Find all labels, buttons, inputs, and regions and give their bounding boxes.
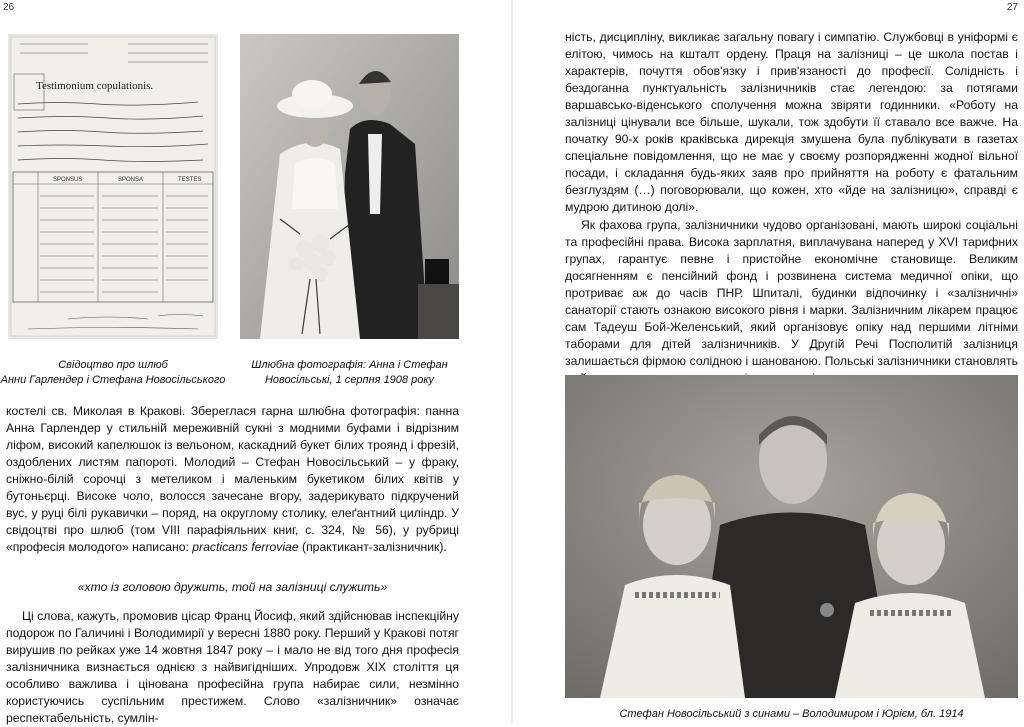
certificate-title: Testimonium copulationis. bbox=[36, 80, 154, 92]
left-paragraph-1 bbox=[6, 403, 459, 556]
right-paragraph-2: Як фахова група, залізничники чудово організовані, мають широкі соціальні та професійні права. Висока зарплатня, виплачувана наперед у XVI тарифних групах, гарантує певне і пристойне економічне становище. Великим досягненням є пенсійний фонд і розвинена система медичної опіки, що протриває аж до часів ПНР. Шпиталі, будинки відпочинку і «залізничні» санаторії стають ознакою високого рівня і марки. Залізничним лікарем працює сам Тадеуш Бой-Желенський, який організовує опіку над першими літніми таборами для дітей залізничників. У Другій Речі Посполитій залізниця залишається фірмою солідною і шанованою. Польські залізничники становлять bbox=[565, 217, 1018, 368]
wedding-caption-line-1: Шлюбна фотографія: Анна і Стефан bbox=[251, 359, 448, 371]
right-text-block bbox=[565, 29, 1018, 387]
certificate-col-testes: TESTES bbox=[178, 177, 202, 183]
left-paragraph-2 bbox=[6, 608, 459, 727]
certificate-caption-line-1: Свідоцтво про шлюб bbox=[58, 359, 168, 371]
family-photo-caption: Стефан Новосільський з синами – Володимиром і Юрієм, бл. 1914 bbox=[619, 708, 964, 720]
certificate-caption bbox=[0, 358, 226, 388]
certificate-col-sponsa: SPONSA bbox=[118, 177, 144, 183]
left-paragraph-1-tail: (практикант-залізничник). bbox=[298, 540, 447, 555]
family-photo bbox=[565, 375, 1018, 698]
page-number-right: 27 bbox=[1006, 2, 1018, 13]
wedding-photo bbox=[240, 34, 459, 339]
certificate-caption-line-2: Анни Гарлендер і Стефана Новосільського bbox=[0, 374, 226, 386]
certificate-col-sponsus: SPONSUS bbox=[53, 177, 83, 183]
wedding-caption-line-2: Новосільські, 1 серпня 1908 року bbox=[264, 374, 435, 386]
book-gutter bbox=[511, 0, 513, 722]
left-paragraph-1-text: костелі св. Миколая в Кракові. Збереглася гарна шлюбна фотографія: панна Анна Гарлендер у стильній мереживній сукні з модними буфами і відрізним ліфом, високий капелюшок із вельоном, каскадний букет білих троянд і фрезій, оздоблених листям папороті. Молодий – Стефан Новосільський – у фраку, сніжно-білій сорочці з метеликом і маленьким букетиком білих квітів у бутоньєрці. Високе чоло, волосся зачесане вгору, задерикувато підкручений вус, у руці білі рукавички – поряд, на округлому столику, елеґантний циліндр. У свідоцтві про шлюб (том VIII парафіяльних книг, с. 324, № 56), у рубриці «професія молодого» написано: bbox=[6, 404, 459, 555]
marriage-certificate-image bbox=[8, 34, 218, 339]
page-number-left: 26 bbox=[3, 2, 15, 13]
railway-quote: «хто із головою дружить, той на залізниці служить» bbox=[77, 580, 388, 594]
left-paragraph-2-text: Ці слова, кажуть, промовив цісар Франц Йосиф, який здійснював інспекційну подорож по Галичині і Володимирії у вересні 1880 року. Перший у Кракові потяг вирушив по рейках уже 14 жовтня 1847 року – і мало не від того дня професія залізничника визнається однією з найвигідніших. Упродовж XIX століття ця особливо важлива і цінована професійна група набирає сили, незмінно користуючись суспільним престижем. Слово «залізничник» означає респектабельність, сумлін- bbox=[6, 609, 459, 726]
latin-term: practicans ferroviae bbox=[192, 540, 299, 555]
wedding-caption bbox=[236, 358, 463, 388]
right-paragraph-1: ність, дисципліну, викликає загальну повагу і симпатію. Службовці в уніформі є елітою, чимось на кшталт ордену. Праця на залізниці – це школа постав і характерів, почуття обов'язку і прив'язаності до професії. Солідність і бездоганна пунктуальність залізничників стає легендою: за потягами варшавсько-віденського сполучення можна звіряти годинники. «Роботу на залізниці цінували все більше, шукали, тож здобути її ставало все важче. На початку 90-х років краківська дирекція змушена була публікувати в газетах спеціальне повідомлення, що не має у своєму розпорядженні жодної вільної посади, і складання будь-яких заяв про прийняття на роботу є фатальним безглуздям (…) поговорювали, що кожен, хто «йде на залізницю», справді є мудрою дитиною долі». bbox=[565, 30, 1018, 215]
